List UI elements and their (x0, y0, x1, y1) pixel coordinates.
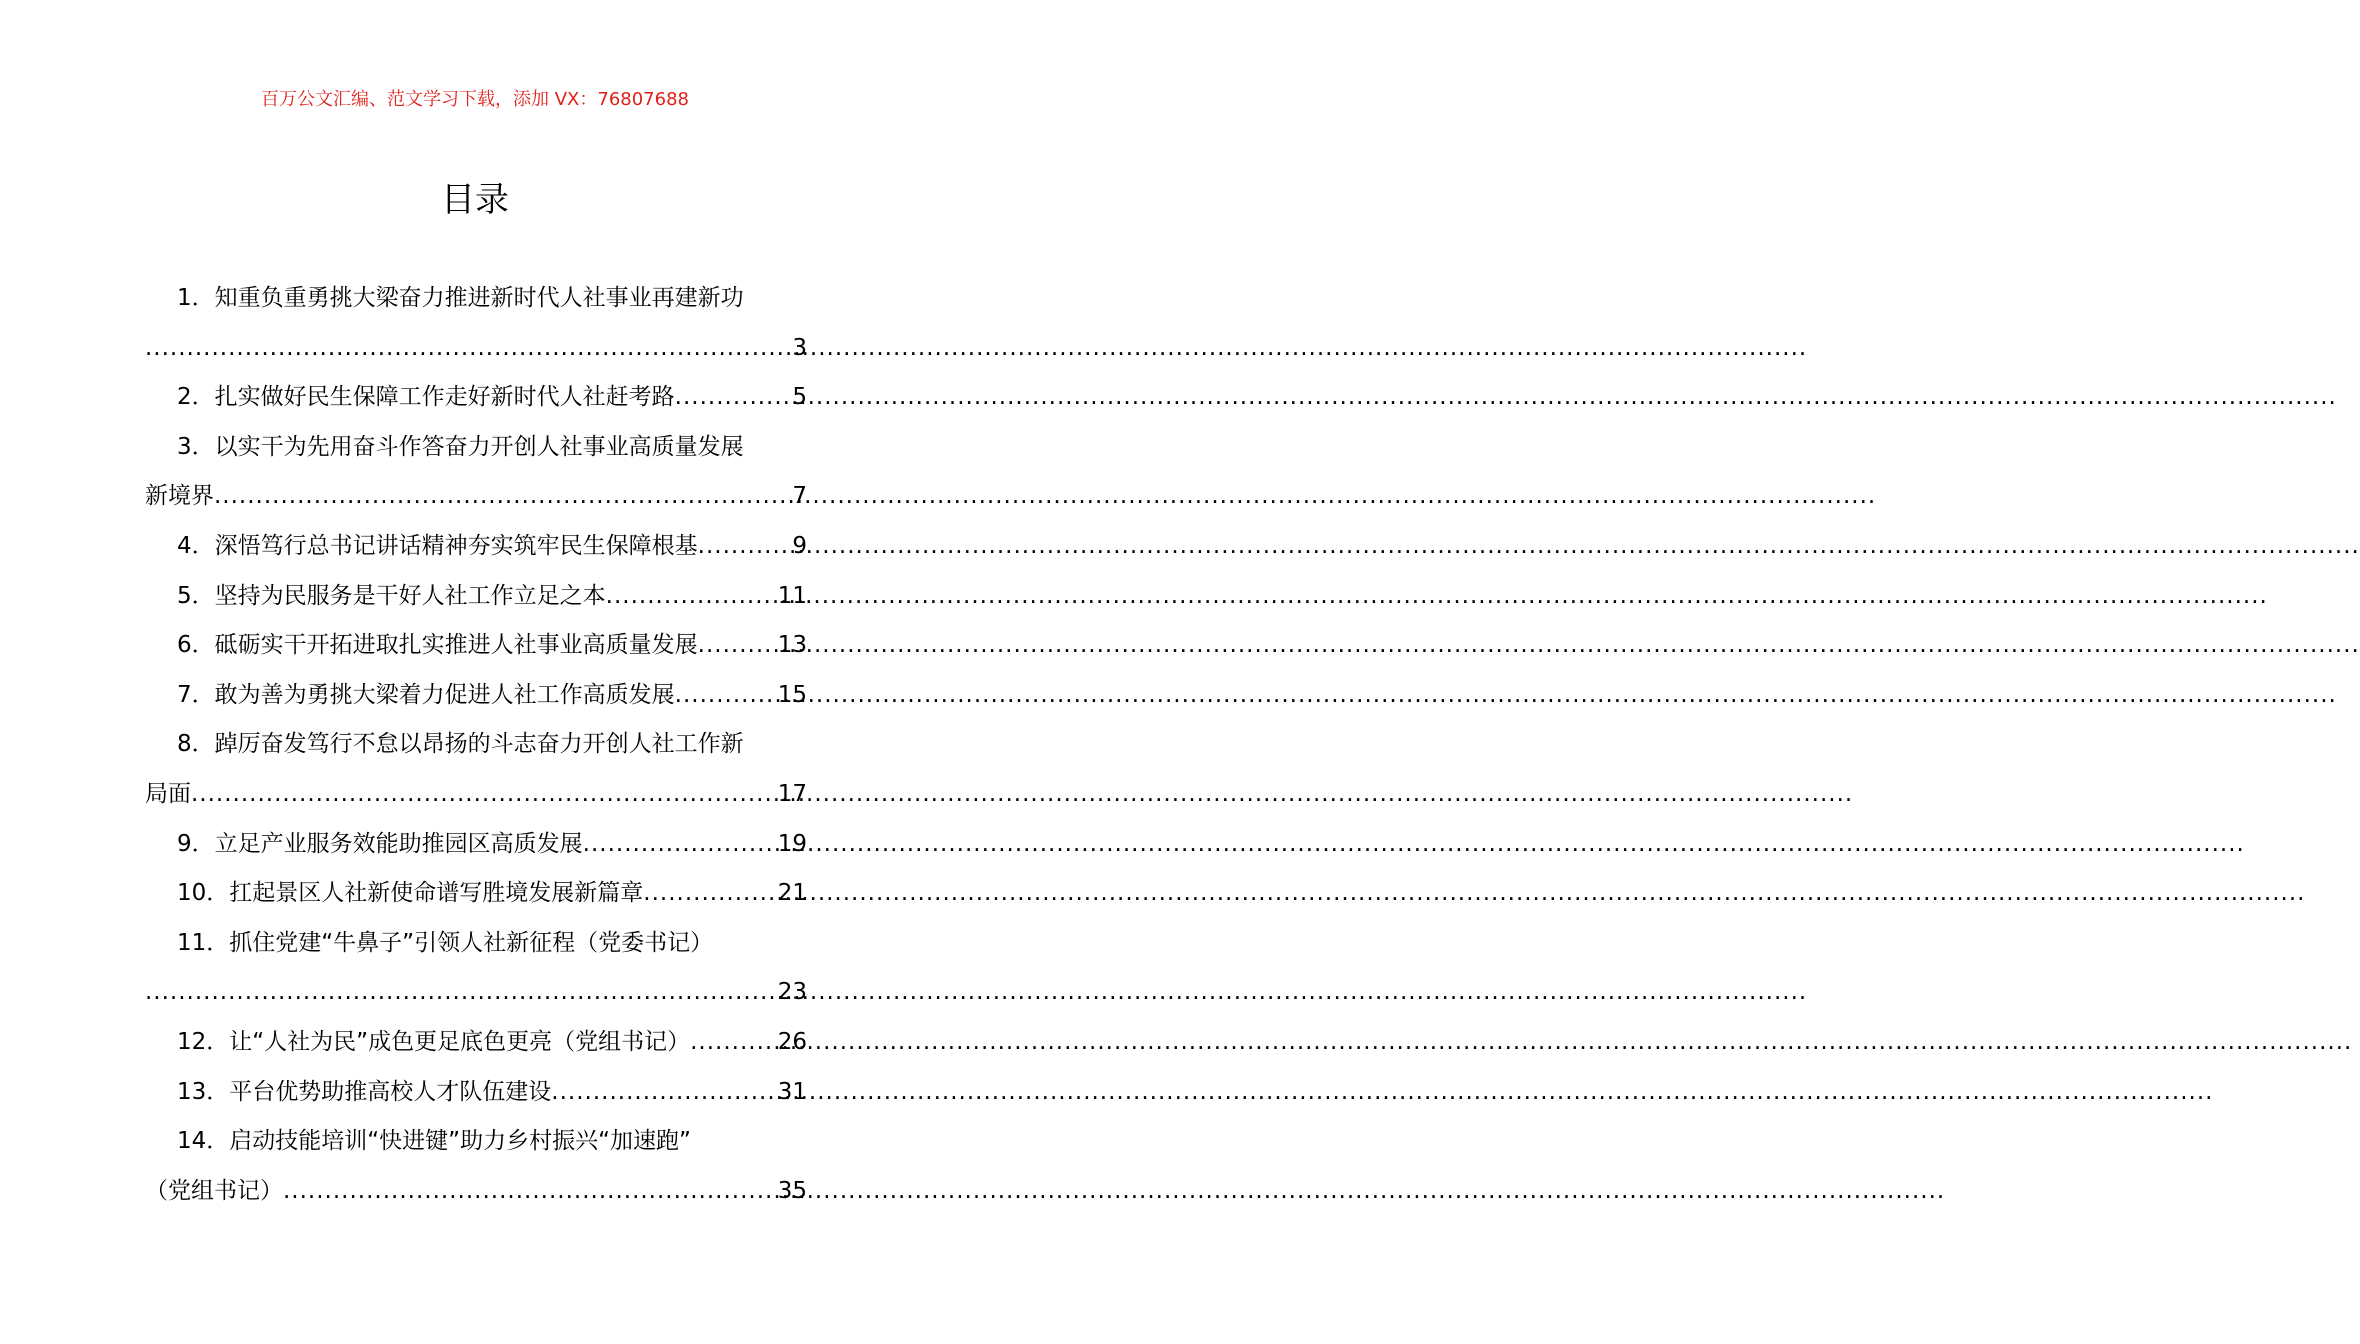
toc-entry[interactable] (145, 1018, 807, 1068)
toc-entry-title-line: 14．启动技能培训“快进键”助力乡村振兴“加速跑” (177, 1128, 691, 1155)
toc-page-number: 35 (777, 1177, 807, 1204)
toc-entry-leader-line (145, 770, 807, 820)
dot-leader (551, 1068, 777, 1118)
toc-entry-leader-line (145, 1068, 807, 1118)
toc-entry[interactable] (145, 919, 807, 1018)
dot-leader (675, 373, 793, 423)
toc-page-number: 13 (777, 632, 807, 659)
header-watermark-text: 百万公文汇编、范文学习下载，添加 VX：76807688 (261, 89, 689, 110)
page-title: 目录 (441, 180, 509, 220)
toc-entry-title: 9．立足产业服务效能助推园区高质发展 (177, 830, 583, 857)
toc-page-number: 17 (777, 780, 807, 807)
toc-entry[interactable] (145, 820, 807, 870)
toc-page-number: 23 (777, 979, 807, 1006)
toc-entry[interactable] (145, 522, 807, 572)
toc-entry[interactable] (145, 1068, 807, 1118)
toc-entry-leader-line (145, 1167, 807, 1217)
toc-entry-title-line: 8．踔厉奋发笃行不怠以昂扬的斗志奋力开创人社工作新 (177, 731, 744, 758)
dot-leader (690, 1018, 778, 1068)
toc-entry-title: 12．让“人社为民”成色更足底色更亮（党组书记） (177, 1028, 691, 1055)
toc-entry-title: 局面 (145, 780, 191, 807)
toc-entry[interactable] (145, 1117, 807, 1216)
toc-entry-leader-line (145, 324, 807, 374)
toc-page-number: 9 (792, 532, 807, 559)
dot-leader (145, 968, 778, 1018)
toc-page-number: 19 (777, 830, 807, 857)
toc-entry-leader-line (145, 869, 807, 919)
toc-entry-leader-line (145, 671, 807, 721)
toc-entry-leader-line (145, 522, 807, 572)
toc-page-number: 31 (777, 1078, 807, 1105)
dot-leader (283, 1167, 778, 1217)
toc-entry-title: 13．平台优势助推高校人才队伍建设 (177, 1078, 552, 1105)
toc-entry-title: 4．深悟笃行总书记讲话精神夯实筑牢民生保障根基 (177, 532, 698, 559)
toc-entry-leader-line (145, 820, 807, 870)
dot-leader (583, 820, 778, 870)
toc-entry-leader-line (145, 572, 807, 622)
toc-entry-title-line: 1．知重负重勇挑大梁奋力推进新时代人社事业再建新功 (177, 285, 744, 311)
toc-entry[interactable] (145, 720, 807, 819)
toc-entry[interactable] (145, 274, 807, 373)
dot-leader (214, 472, 792, 522)
dot-leader (191, 770, 778, 820)
dot-leader (643, 869, 777, 919)
toc-entry-leader-line (145, 472, 807, 522)
toc-page-number: 21 (777, 880, 807, 907)
toc-page-number: 15 (777, 681, 807, 708)
toc-entry-title: 新境界 (145, 483, 214, 510)
toc-entry[interactable] (145, 869, 807, 919)
toc-entry-title: 7．敢为善为勇挑大梁着力促进人社工作高质发展 (177, 681, 675, 708)
toc-page-number: 3 (792, 334, 807, 361)
dot-leader (698, 621, 778, 671)
toc-entry-title: 5．坚持为民服务是干好人社工作立足之本 (177, 582, 606, 609)
toc-entry[interactable] (145, 572, 807, 622)
toc-entry[interactable] (145, 423, 807, 522)
toc-page-number: 26 (777, 1028, 807, 1055)
toc-entry-title: 2．扎实做好民生保障工作走好新时代人社赶考路 (177, 384, 675, 411)
toc-entry-title: （党组书记） (145, 1177, 283, 1204)
toc-entry[interactable] (145, 621, 807, 671)
dot-leader (606, 572, 778, 622)
toc-entry-leader-line (145, 1018, 807, 1068)
dot-leader (145, 324, 792, 374)
dot-leader (675, 671, 778, 721)
toc-entry-title: 6．砥砺实干开拓进取扎实推进人社事业高质量发展 (177, 632, 698, 659)
toc-entry[interactable] (145, 373, 807, 423)
toc-entry-title-line: 3．以实干为先用奋斗作答奋力开创人社事业高质量发展 (177, 433, 744, 460)
toc-entry-leader-line (145, 968, 807, 1018)
toc-entry-title-line: 11．抓住党建“牛鼻子”引领人社新征程（党委书记） (177, 929, 714, 956)
toc-entry-title: 10．扛起景区人社新使命谱写胜境发展新篇章 (177, 880, 644, 907)
toc-page-number: 11 (777, 582, 807, 609)
toc-page-number: 5 (792, 384, 807, 411)
toc-entry-leader-line (145, 621, 807, 671)
table-of-contents (145, 274, 807, 1216)
toc-page-number: 7 (792, 483, 807, 510)
toc-entry-leader-line (145, 373, 807, 423)
dot-leader (698, 522, 793, 572)
toc-entry[interactable] (145, 671, 807, 721)
